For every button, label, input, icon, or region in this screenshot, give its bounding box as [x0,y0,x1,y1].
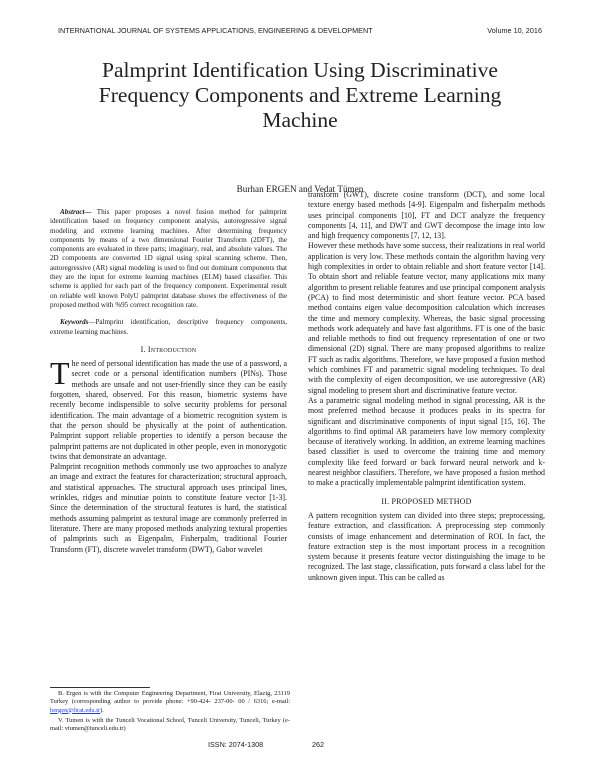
abstract [50,208,287,310]
page-number: 262 [312,740,324,749]
section-heading-proposed-method: II. PROPOSED METHOD [381,496,472,506]
author-email-link[interactable]: bergen@firat.edu.tr [50,706,101,714]
footnote-2: V. Tumen is with the Tunceli Vocational School, Tunceli University, Tunceli, Turkey (e-mail: vtumen@tunceli.edu.tr) [50,716,290,733]
intro-paragraph-3: transform (GWT), discrete cosine transform (DCT), and some local texture energy based methods [4-9]. Eigenpalm and fisherpalm methods uses principal components [10], FT and DCT analyze the frequency components [4, 11], and DWT and GWT decompose the image into low and high frequency components [7, 12, 13]. [308,190,545,241]
paper-title [60,58,540,133]
footnote-rule [50,687,150,688]
footnote-1-end: ). [100,706,104,714]
intro-paragraph-1-text: he need of personal identification has made the use of a password, a secret code or a personal identification numbers (PINs). Those methods are unsafe and not user-friendly since they can be easily forgotten, shared, observed. For this reason, biometric systems have recently become indispensible to solve security problems for personal identification. The main advantage of a biometric recognition system is that the person should be physically at the point of authentication. Palmprint support reliable properties to identify a person because the palmprint patterns are not duplicated in other people, even in monozygotic twins that demonstrate an advantage. [50,359,287,461]
abstract-label: Abstract— [60,208,92,216]
footnote-1-text: B. Ergen is with the Computer Engineering Department, Firat University, Elazig, 23119 Turkey (corresponding author to provide phone: +90-424- 237-00- 00 / 6316; e-mail: [50,690,290,706]
footnote-1 [50,690,290,715]
intro-paragraph-4: However these methods have some success, their realizations in real world application is very low. These methods contain the algorithm having very high complexities in order to obtain reliable and short feature vector [14]. To obtain short and reliable feature vector, many applications mix many algorithm to present reliable features and use principal component analysis (PCA) to find most deterministic and short feature vector. PCA based method contains eigen value decomposition calculation which increases the time and memory complexity. Whereas, the basic signal processing methods work adequately and have fast algorithms. FT is one of the basic and reliable methods to find out frequency representation of one or two dimensional (2D) signal. There are many proposed algorithms to realize FT such as radix algorithms. Therefore, we have proposed a fusion method which combines FT and parametric signal modeling techniques. To deal with the complexity of eigen decomposition, we use autoregressive (AR) signal modeling to present short and discriminative feature vector. [308,241,545,395]
keywords [50,318,287,337]
title-line-1: Palmprint Identification Using Discriminative [102,58,498,82]
intro-paragraph-5: As a parametric signal modeling method in signal processing, AR is the most preferred method because it produces peaks in its spectra for significant and discriminative components of input signal [15, 16]. The algorithms to find optimal AR parameters have low memory complexity because of iteratively working. In addition, an extreme learning machines based classifier is used to overcome the training time and memory complexity like feed forward or back forward neural network and k-nearest neighbor classifiers. Therefore, we have proposed a fusion method to make a practically implementable palmprint identification system. [308,395,545,488]
authors: Burhan ERGEN and Vedat Tümen [236,184,364,194]
section-heading-introduction [50,345,287,355]
footnotes [50,690,290,735]
abstract-text: This paper proposes a novel fusion method for palmprint identification based on frequency component analysis, autoregressive signal modeling and extreme learning machines. After determining frequency components by means of a two dimensional Fourier Transform (2DFT), the components are evaluated in three parts; imaginary, real, and absolute values. The 2D components are converted 1D signal using spiral scanning scheme. Then, autoregressive (AR) signal modeling is used to find out dominant components that they are the input for extreme learning machines (ELM) based classifier. This scheme is applied for each part of the frequency component. Experimental result on reliable well known PolyU palmprint database shows the effectiveness of the proposed method with %95 correct recognition rate. [50,208,287,309]
issn: ISSN: 2074-1308 [208,740,264,749]
running-header [58,26,542,35]
intro-paragraph-2: Palmprint recognition methods commonly use two approaches to analyze an image and extract the features for characterization; structural approach, and statistical approaches. The structural approach uses principal lines, wrinkles, ridges and minutiae points to constitute feature vector [1-3]. Since the determination of the structural features is hard, the statistical methods assuming palmprint as textural image are commonly preferred in literature. There are many proposed methods analyzing textural properties of palmprints such as Eigenpalm, Fisherpalm, traditional Fourier Transform (FT), discrete wavelet transform (DWT), Gabor wavelet [50,462,287,554]
keywords-label: Keywords [60,318,89,327]
intro-heading-text: Introduction [147,344,197,354]
intro-paragraph-1 [50,355,287,462]
volume-label: Volume 10, 2016 [487,26,542,35]
title-line-2: Frequency Components and Extreme Learning [98,83,502,107]
title-line-3: Machine [262,108,338,132]
right-column [308,190,545,583]
left-column [50,208,287,555]
intro-heading-number: I. [140,344,148,354]
drop-cap: T [50,355,70,392]
keywords-text: —Palmprint identification, descriptive frequency components, extreme learning machines. [50,318,287,336]
journal-name: INTERNATIONAL JOURNAL OF SYSTEMS APPLICATIONS, ENGINEERING & DEVELOPMENT [58,26,373,35]
method-paragraph-1: A pattern recognition system can divided into three steps; preprocessing, feature extraction, and classification. A preprocessing step commonly consists of image enhancement and determination of ROI. In fact, the feature extraction step is the most important process in a recognition system because it presents feature vector distinguishing the image to be recognized. The last stage, classification, puts forward a class label for the unknown given input. This can be called as [308,510,545,582]
